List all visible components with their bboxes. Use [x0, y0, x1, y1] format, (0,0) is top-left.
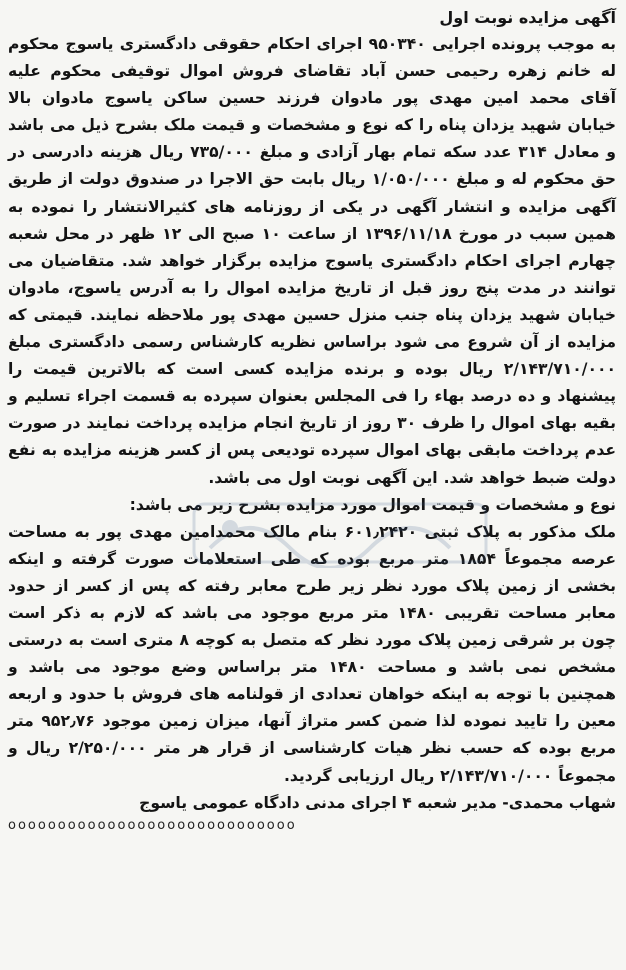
signature: شهاب محمدی- مدیر شعبه ۴ اجرای مدنی دادگاه عمومی یاسوج — [139, 793, 616, 812]
notice-page — [8, 4, 616, 964]
notice-title: آگهی مزایده نوبت اول — [439, 8, 616, 27]
notice-body: به موجب پرونده اجرایی ۹۵۰۳۴۰ اجرای احکام حقوقی دادگستری یاسوج محکوم له خانم زهره رحیمی حسن آباد تقاضای فروش اموال توقیفی محکوم علیه آقای محمد امین مهدی پور مادوان فرزند حسین ساکن یاسوج مادوان بالا خیابان شهید یزدان پناه را که نوع و مشخصات و قیمت ملک بشرح ذیل می باشد و معادل ۳۱۴ عدد سکه تمام بهار آزادی و مبلغ ۷۳۵/۰۰۰ ریال هزینه دادرسی در حق محکوم له و مبلغ ۱/۰۵۰/۰۰۰ ریال بابت حق الاجرا در صندوق دولت از طریق آگهی مزایده و انتشار آگهی در یکی از روزنامه های کثیرالانتشار را نموده به همین سبب در مورخ ۱۳۹۶/۱۱/۱۸ از ساعت ۱۰ صبح الی ۱۲ ظهر در محل شعبه چهارم اجرای احکام دادگستری یاسوج مزایده برگزار خواهد شد. متقاضیان می توانند در مدت پنج روز قبل از تاریخ مزایده اموال را به آدرس یاسوج، مادوان خیابان شهید یزدان پناه جنب منزل حسین مهدی پور ملاحظه نمایند. قیمتی که مزایده از آن شروع می شود براساس نظریه کارشناس رسمی دادگستری مبلغ ۲/۱۴۳/۷۱۰/۰۰۰ ریال بوده و برنده مزایده کسی است که بالاترین قیمت را پیشنهاد و ده درصد بهاء را فی المجلس بعنوان سپرده به قسمت اجراء تسلیم و بقیه بهای اموال را ظرف ۳۰ روز از تاریخ انجام مزایده پرداخت نمایند در صورت عدم پرداخت مابقی بهای اموال سپرده تودیعی پس از کسر هزینه مزایده به نفع دولت ضبط خواهد شد. این آگهی نوبت اول می باشد. — [8, 35, 616, 487]
separator-dots: ooooooooooooooooooooooooooooo — [8, 817, 297, 833]
specs-body: ملک مذکور به پلاک ثبتی ۶۰۱٫۲۴۲۰ بنام مالک محمدامین مهدی پور به مساحت عرصه مجموعاً ۱۸۵۴ متر مربع بوده که طی استعلامات صورت گرفته و اینکه بخشی از زمین پلاک مورد نظر زیر طرح معابر رفته که پس از کسر از حدود معابر مساحت تقریبی ۱۴۸۰ متر مربع موجود می باشد که لازم به ذکر است چون بر شرقی زمین پلاک مورد نظر که متصل به کوچه ۸ متری است به درستی مشخص نمی باشد و مساحت ۱۴۸۰ متر براساس وضع موجود می باشد و همچنین با توجه به اینکه خواهان تعدادی از قولنامه های فروش با حدود و اربعه معین را تایید نموده لذا ضمن کسر متراژ آنها، میزان زمین موجود ۹۵۲٫۷۶ متر مربع بوده که حسب نظر هیات کارشناسی از قرار هر متر ۲/۲۵۰/۰۰۰ ریال و مجموعاً ۲/۱۴۳/۷۱۰/۰۰۰ ریال ارزیابی گردید. — [8, 522, 617, 785]
specs-heading: نوع و مشخصات و قیمت اموال مورد مزایده بشرح زیر می باشد: — [129, 495, 616, 514]
